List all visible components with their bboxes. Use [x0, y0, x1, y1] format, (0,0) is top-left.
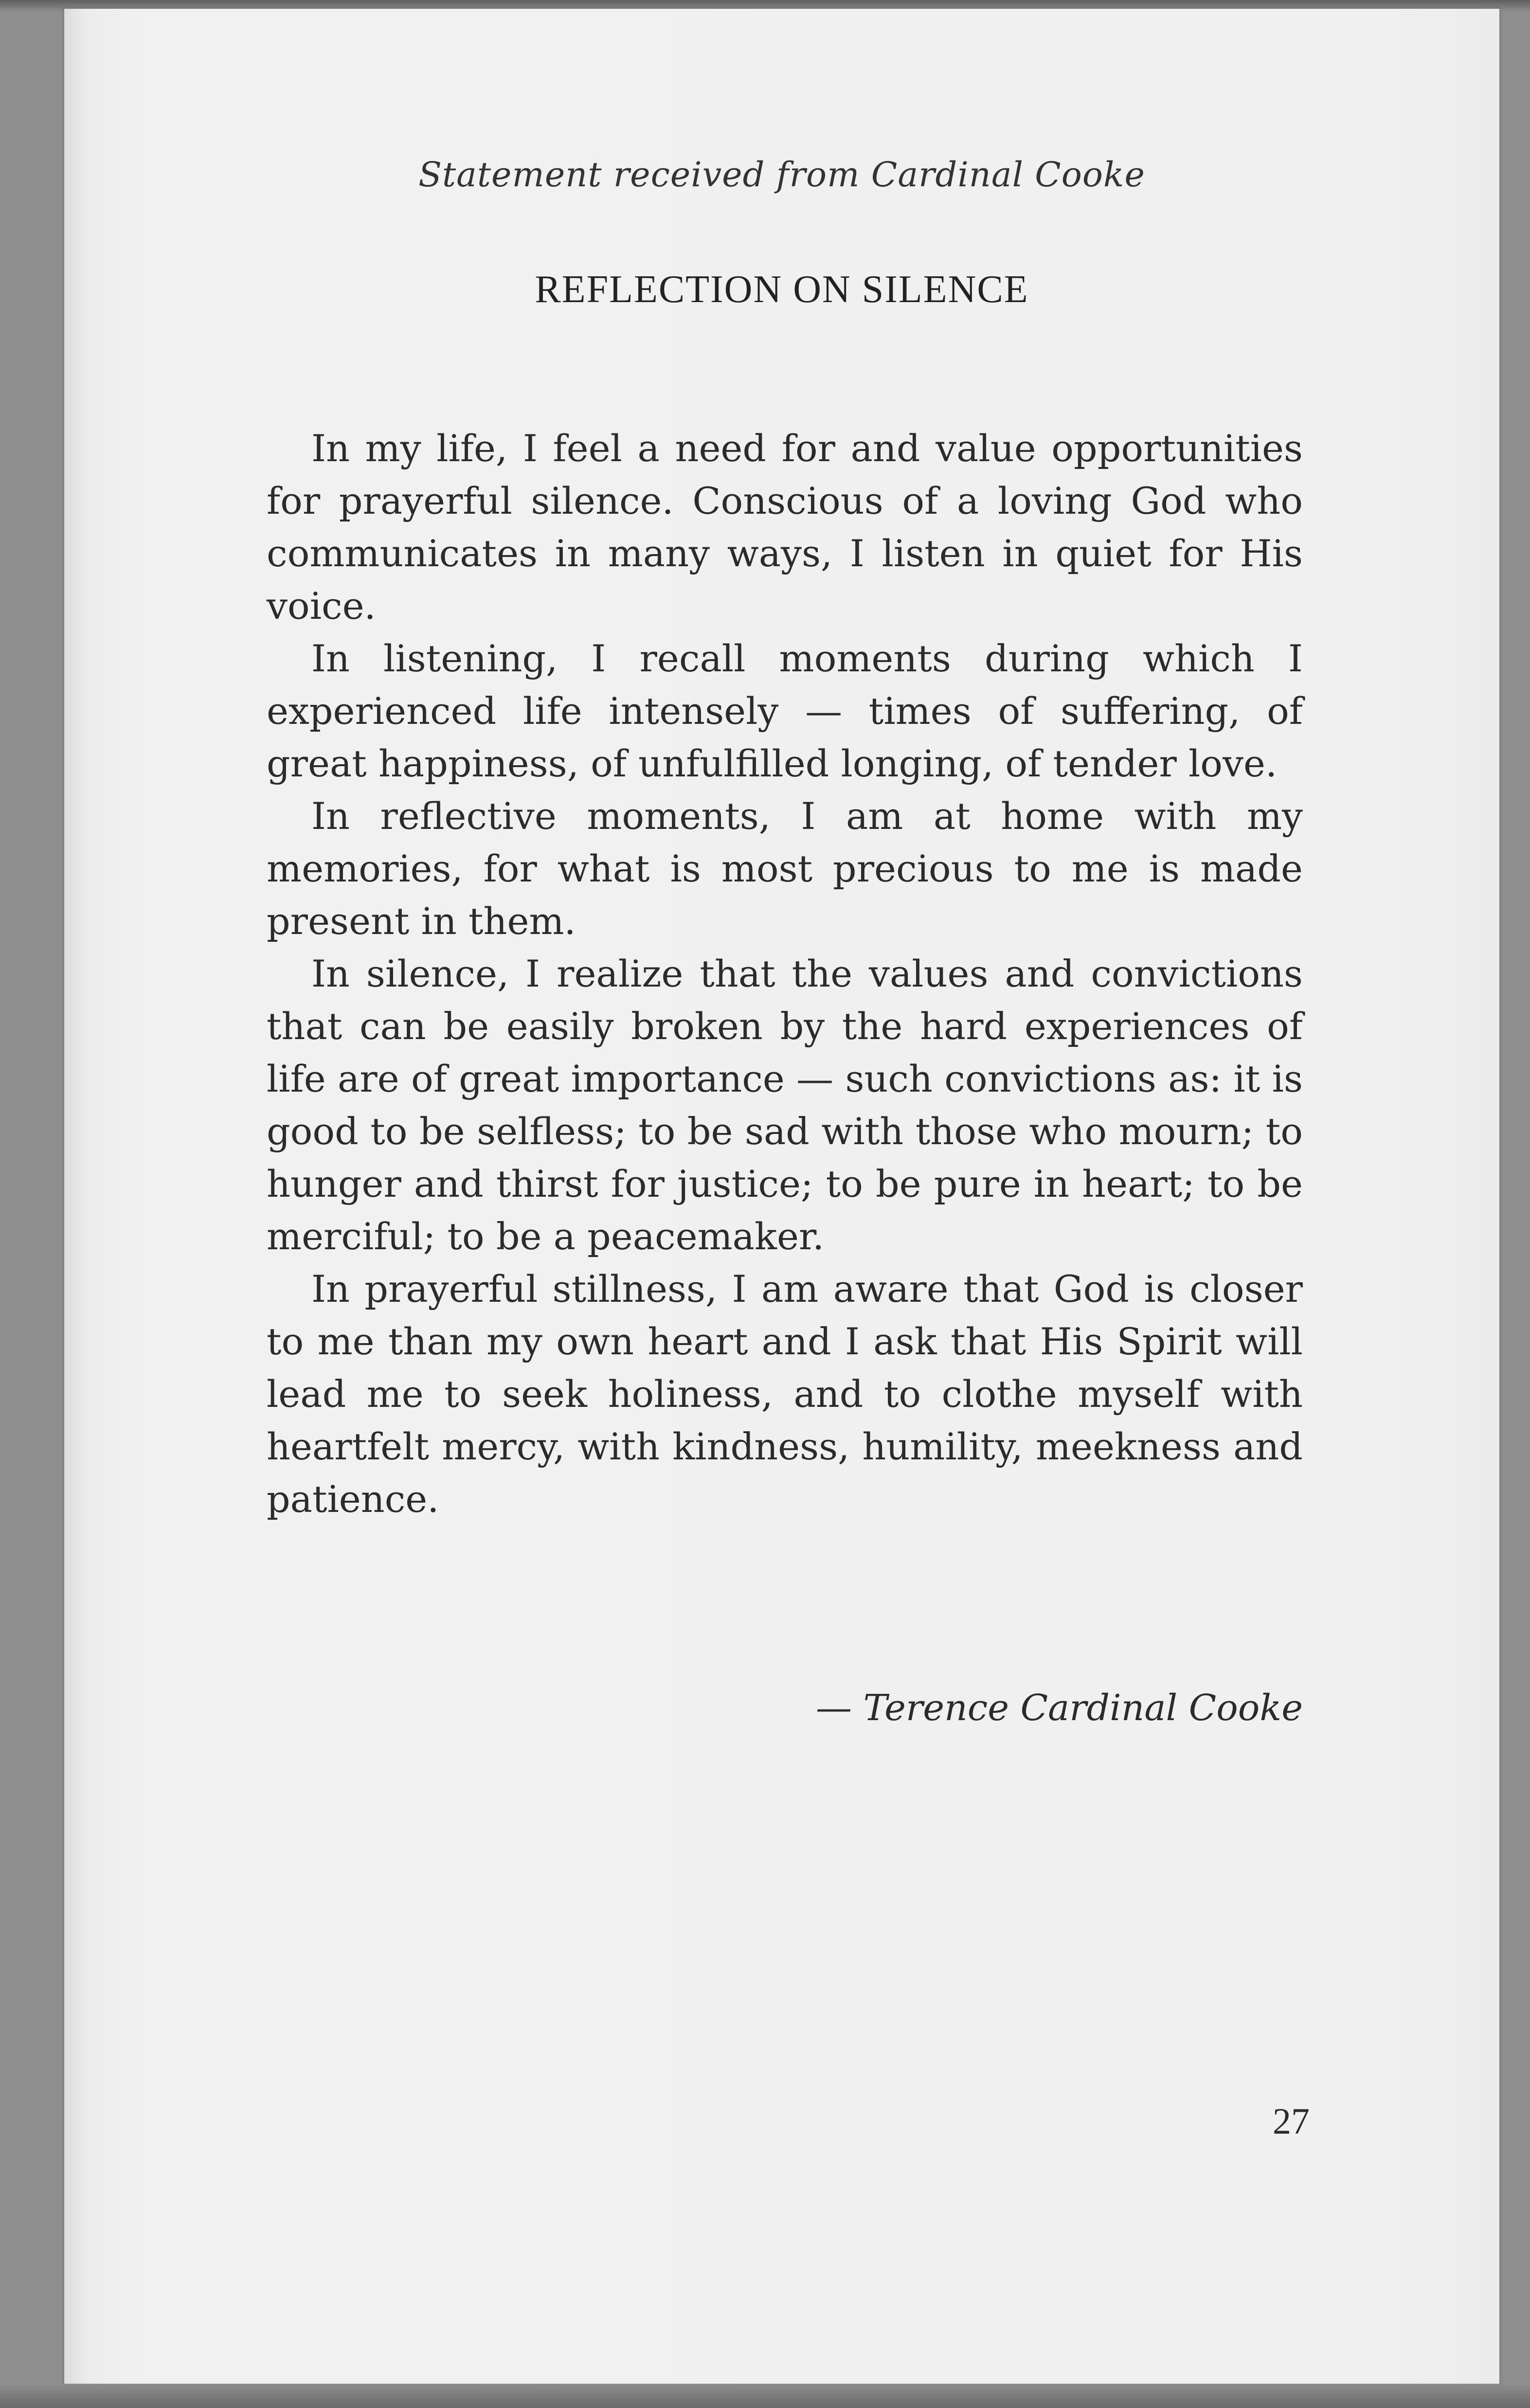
paragraph: In silence, I realize that the values and convictions that can be easily broken by the hard experiences of life are of great importance — such convictions as: it is good to be selfless; to be sad with those who mourn; to hunger and thirst for justice; to be pure in heart; to be merciful; to be a peacemaker.	[267, 952, 1303, 1258]
page-header: Statement received from Cardinal Cooke	[418, 155, 1145, 195]
paragraph: In prayerful stillness, I am aware that God is closer to me than my own heart and I ask that His Spirit will lead me to seek holiness, and to clothe myself with heartfelt mercy, with kindness, humility, meekness and patience.	[267, 1267, 1303, 1521]
body-text	[267, 422, 1303, 1526]
page-number: 27	[1273, 2101, 1310, 2142]
document-page	[64, 9, 1499, 2387]
signature: — Terence Cardinal Cooke	[816, 1687, 1303, 1729]
paragraph: In listening, I recall moments during which I experienced life intensely — times of suffering, of great happiness, of unfulfilled longing, of tender love.	[267, 637, 1303, 785]
page-title: REFLECTION ON SILENCE	[535, 268, 1029, 311]
scan-border-bottom	[0, 2384, 1530, 2408]
paragraph: In my life, I feel a need for and value opportunities for prayerful silence. Conscious of a loving God who communicates in many ways, I listen in quiet for His voice.	[267, 427, 1303, 628]
paragraph: In reflective moments, I am at home with my memories, for what is most precious to me is made present in them.	[267, 794, 1303, 943]
